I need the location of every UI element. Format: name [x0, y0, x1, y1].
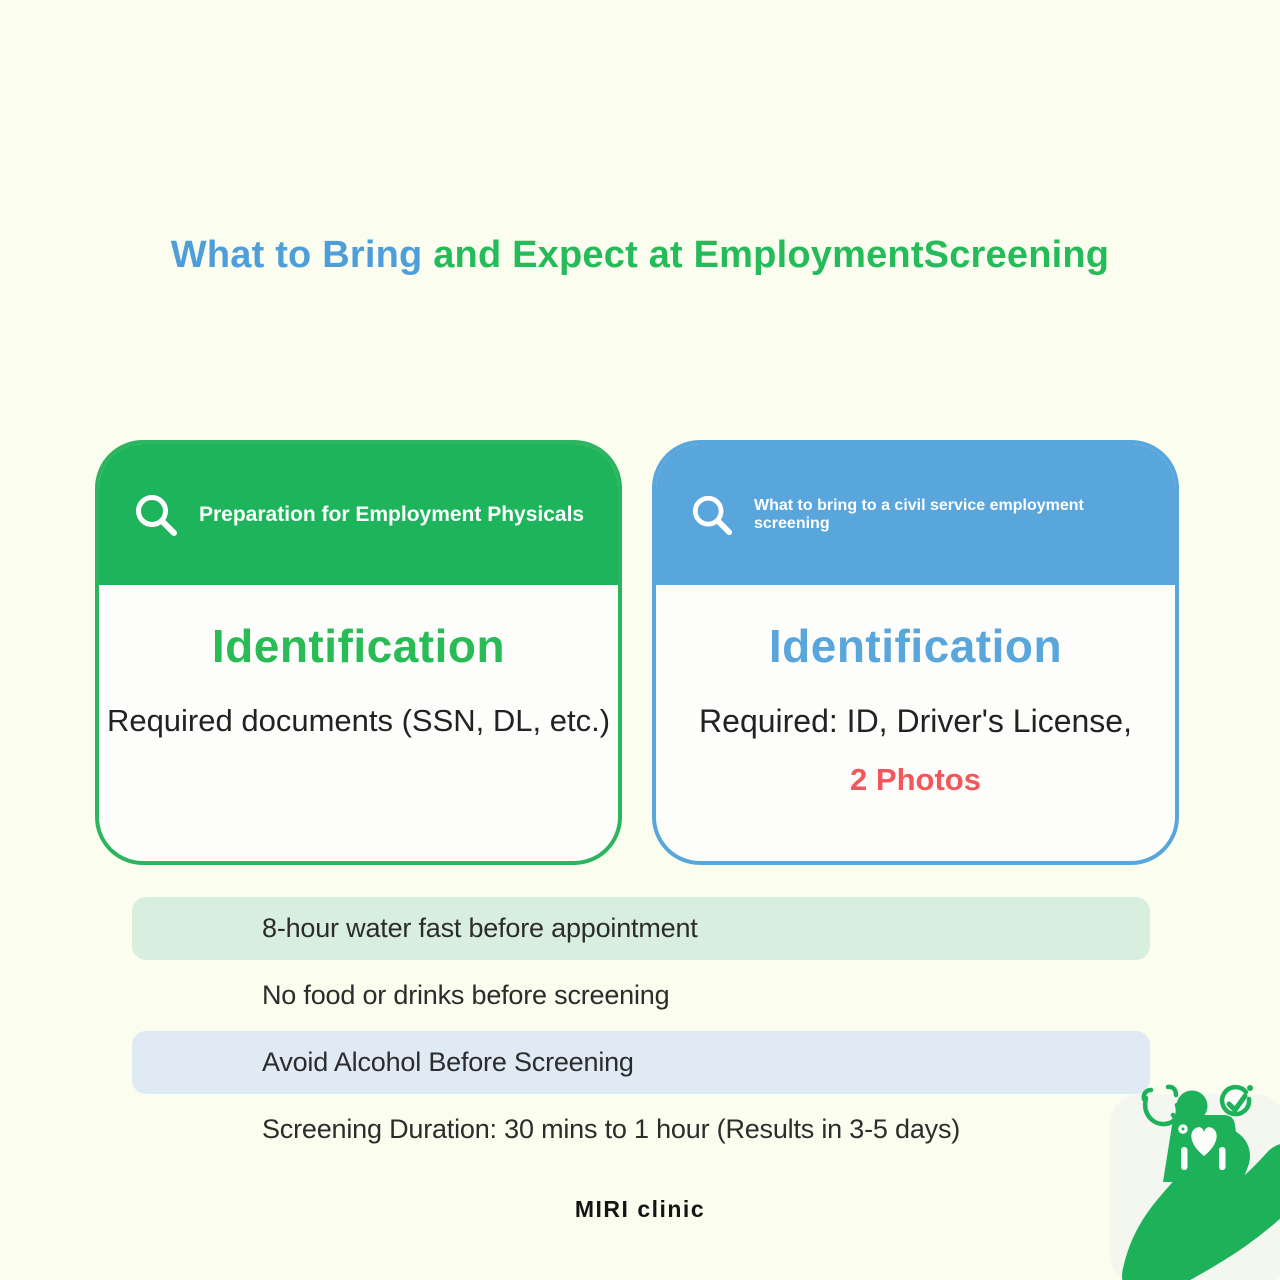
card-heading: Identification: [768, 620, 1063, 672]
checklist-item-label: Avoid Alcohol Before Screening: [262, 1047, 634, 1077]
title-part-blue: What to Bring: [170, 234, 434, 276]
card-header: [656, 444, 1175, 585]
title-part-green: and Expect at EmploymentScreening: [433, 234, 1110, 276]
card-body: [99, 585, 618, 739]
card-body: [656, 585, 1175, 798]
card-header-label: Preparation for Employment Physicals: [199, 502, 585, 526]
instructions-list: [132, 897, 1150, 1165]
checklist-item: [132, 964, 1150, 1027]
clinic-mascot: [1050, 1068, 1280, 1280]
card-header-label: What to bring to a civil service employment screening: [754, 496, 1084, 532]
search-icon: [690, 493, 734, 537]
card-detail-line: Required documents (SSN, DL, etc.): [106, 703, 611, 738]
card-heading: Identification: [211, 620, 506, 672]
card-header: [99, 444, 618, 585]
checklist-item: [132, 1031, 1150, 1094]
card-civil-service: [652, 440, 1179, 865]
checklist-item: [132, 897, 1150, 960]
brand-logo-text: MIRI clinic: [574, 1196, 706, 1222]
comparison-cards: [95, 440, 1180, 865]
checklist-item-label: No food or drinks before screening: [262, 980, 670, 1010]
card-employment-physicals: [95, 440, 622, 865]
checklist-item-label: 8-hour water fast before appointment: [262, 913, 698, 943]
check-circle-icon: [1222, 1085, 1253, 1114]
checklist-item-label: Screening Duration: 30 mins to 1 hour (Results in 3-5 days): [262, 1114, 961, 1144]
search-icon: [133, 492, 179, 538]
card-detail-line-highlight: 2 Photos: [850, 762, 981, 797]
checklist-item: [132, 1098, 1150, 1161]
card-detail-line: Required: ID, Driver's License,: [699, 703, 1132, 739]
page-title: [0, 234, 1280, 277]
